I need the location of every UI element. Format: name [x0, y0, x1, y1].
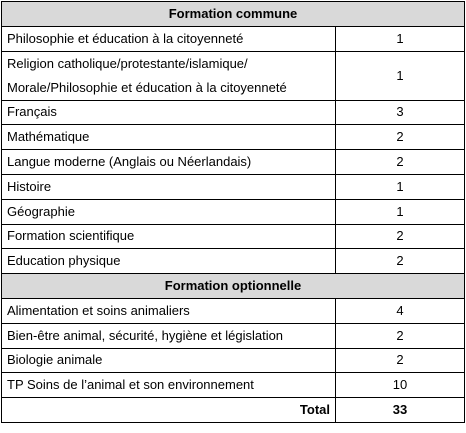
- course-hours-cell: 3: [336, 100, 465, 125]
- course-name-line: Philosophie et éducation à la citoyenneté: [7, 30, 244, 46]
- course-name-cell: [2, 249, 336, 274]
- course-name-cell: [2, 298, 336, 323]
- course-hours-cell: 2: [336, 323, 465, 348]
- course-name-cell: [2, 373, 336, 398]
- table-row: [2, 323, 465, 348]
- course-name-line: Langue moderne (Anglais ou Néerlandais): [7, 154, 252, 170]
- course-name-cell: [2, 26, 336, 51]
- course-name-line: Alimentation et soins animaliers: [7, 302, 190, 318]
- table-row: [2, 51, 465, 100]
- course-name-line: Histoire: [7, 178, 52, 194]
- table-row: [2, 348, 465, 373]
- total-value: 33: [336, 398, 465, 423]
- course-name-line: Education physique: [7, 253, 121, 269]
- course-hours-cell: 2: [336, 150, 465, 175]
- course-name-cell: [2, 125, 336, 150]
- total-row: [2, 398, 465, 423]
- section-header-row: [2, 274, 465, 299]
- course-name-line: TP Soins de l’animal et son environnement: [7, 377, 254, 393]
- course-name-line: Géographie: [7, 203, 75, 219]
- table-row: [2, 199, 465, 224]
- table-row: [2, 249, 465, 274]
- course-name-line: Mathématique: [7, 129, 90, 145]
- course-hours-cell: 1: [336, 174, 465, 199]
- table-row: [2, 100, 465, 125]
- total-label: Total: [2, 398, 336, 423]
- table-row: [2, 26, 465, 51]
- table-row: [2, 150, 465, 175]
- table-row: [2, 174, 465, 199]
- course-hours-cell: 4: [336, 298, 465, 323]
- table-row: [2, 125, 465, 150]
- course-name-cell: [2, 323, 336, 348]
- table-body: [2, 2, 465, 423]
- section-title: Formation optionnelle: [2, 274, 465, 299]
- course-name-line: Morale/Philosophie et éducation à la citoyenneté: [7, 79, 287, 95]
- course-name-cell: [2, 174, 336, 199]
- course-name-line: Religion catholique/protestante/islamique/: [7, 55, 248, 71]
- course-name-cell: [2, 199, 336, 224]
- table-row: [2, 298, 465, 323]
- course-name-cell: [2, 100, 336, 125]
- section-header-row: [2, 2, 465, 27]
- course-hours-table: [1, 1, 465, 423]
- course-name-cell: [2, 150, 336, 175]
- course-hours-cell: 2: [336, 348, 465, 373]
- course-name-line: Formation scientifique: [7, 228, 135, 244]
- course-name-line: Bien-être animal, sécurité, hygiène et législation: [7, 327, 284, 343]
- course-hours-cell: 10: [336, 373, 465, 398]
- course-hours-cell: 2: [336, 125, 465, 150]
- course-hours-cell: 1: [336, 199, 465, 224]
- course-hours-cell: 1: [336, 26, 465, 51]
- course-name-cell: [2, 224, 336, 249]
- course-name-cell: [2, 348, 336, 373]
- course-hours-cell: 2: [336, 249, 465, 274]
- course-name-line: Français: [7, 104, 57, 120]
- course-name-line: Biologie animale: [7, 352, 103, 368]
- table-row: [2, 224, 465, 249]
- course-hours-cell: 2: [336, 224, 465, 249]
- section-title: Formation commune: [2, 2, 465, 27]
- course-hours-cell: 1: [336, 51, 465, 100]
- course-name-cell: [2, 51, 336, 100]
- table-row: [2, 373, 465, 398]
